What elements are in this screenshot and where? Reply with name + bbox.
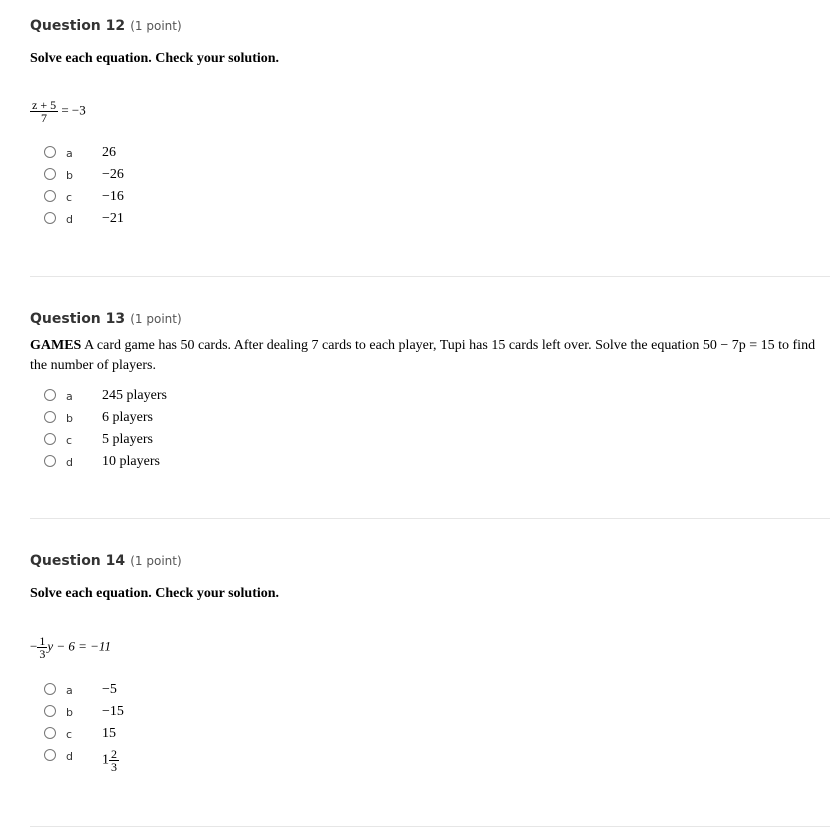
question-title: Question 13 (30, 311, 126, 327)
radio-button[interactable] (44, 727, 56, 739)
equation-rhs: = −3 (61, 102, 86, 118)
question-13-header (30, 308, 830, 327)
question-points: (1 point) (130, 312, 182, 326)
option-value: −16 (102, 189, 124, 204)
radio-button[interactable] (44, 749, 56, 761)
fraction-numerator: 1 (39, 634, 46, 648)
fraction (37, 635, 47, 660)
radio-button[interactable] (44, 168, 56, 180)
mixed-number-whole: 1 (102, 752, 109, 768)
divider (30, 276, 830, 277)
option-value: 10 players (102, 454, 160, 469)
radio-button[interactable] (44, 411, 56, 423)
fraction (30, 99, 58, 124)
option-value: 15 (102, 726, 116, 741)
option-value (102, 748, 119, 773)
option-letter: a (66, 684, 73, 697)
radio-button[interactable] (44, 389, 56, 401)
radio-button[interactable] (44, 455, 56, 467)
option-letter: d (66, 456, 73, 469)
divider (30, 826, 830, 827)
radio-button[interactable] (44, 433, 56, 445)
option-value: 5 players (102, 432, 153, 447)
fraction-denominator: 3 (111, 760, 117, 774)
radio-button[interactable] (44, 212, 56, 224)
radio-button[interactable] (44, 683, 56, 695)
question-prompt (30, 336, 830, 376)
prompt-text: Solve each equation. Check your solution. (30, 586, 280, 601)
option-letter: a (66, 390, 73, 403)
fraction-numerator: z + 5 (32, 98, 57, 112)
option-letter: d (66, 750, 73, 763)
option-value: 6 players (102, 410, 153, 425)
equation-sign: − (30, 638, 38, 654)
option-letter: c (66, 434, 73, 447)
option-value: −21 (102, 211, 124, 226)
option-value: 26 (102, 145, 116, 160)
option-value: −5 (102, 682, 117, 697)
question-points: (1 point) (130, 19, 182, 33)
question-prompt (30, 49, 830, 69)
equation (30, 635, 830, 660)
fraction-denominator: 3 (39, 647, 46, 661)
question-prompt (30, 584, 830, 604)
option-value: 245 players (102, 388, 167, 403)
option-value: −26 (102, 167, 124, 182)
question-14-header (30, 550, 830, 569)
option-letter: b (66, 169, 73, 182)
option-letter: b (66, 412, 73, 425)
option-letter: c (66, 728, 73, 741)
question-12-header (30, 15, 830, 34)
equation (30, 99, 830, 124)
equation-rest: y − 6 = −11 (47, 638, 111, 654)
prompt-text: Solve each equation. Check your solution. (30, 51, 280, 66)
question-title: Question 14 (30, 553, 126, 569)
prompt-keyword: GAMES (30, 338, 82, 353)
question-title: Question 12 (30, 18, 126, 34)
option-letter: b (66, 706, 73, 719)
prompt-text: A card game has 50 cards. After dealing 7 cards to each player, Tupi has 15 cards left over. Solve the equation 50 − 7p = 15 to find the number of players. (30, 338, 816, 373)
question-points: (1 point) (130, 554, 182, 568)
fraction-denominator: 7 (41, 111, 48, 125)
radio-button[interactable] (44, 190, 56, 202)
fraction (109, 748, 119, 773)
radio-button[interactable] (44, 705, 56, 717)
divider (30, 518, 830, 519)
fraction-numerator: 2 (111, 747, 117, 761)
option-value: −15 (102, 704, 124, 719)
option-letter: a (66, 147, 73, 160)
option-letter: c (66, 191, 73, 204)
option-letter: d (66, 213, 73, 226)
radio-button[interactable] (44, 146, 56, 158)
